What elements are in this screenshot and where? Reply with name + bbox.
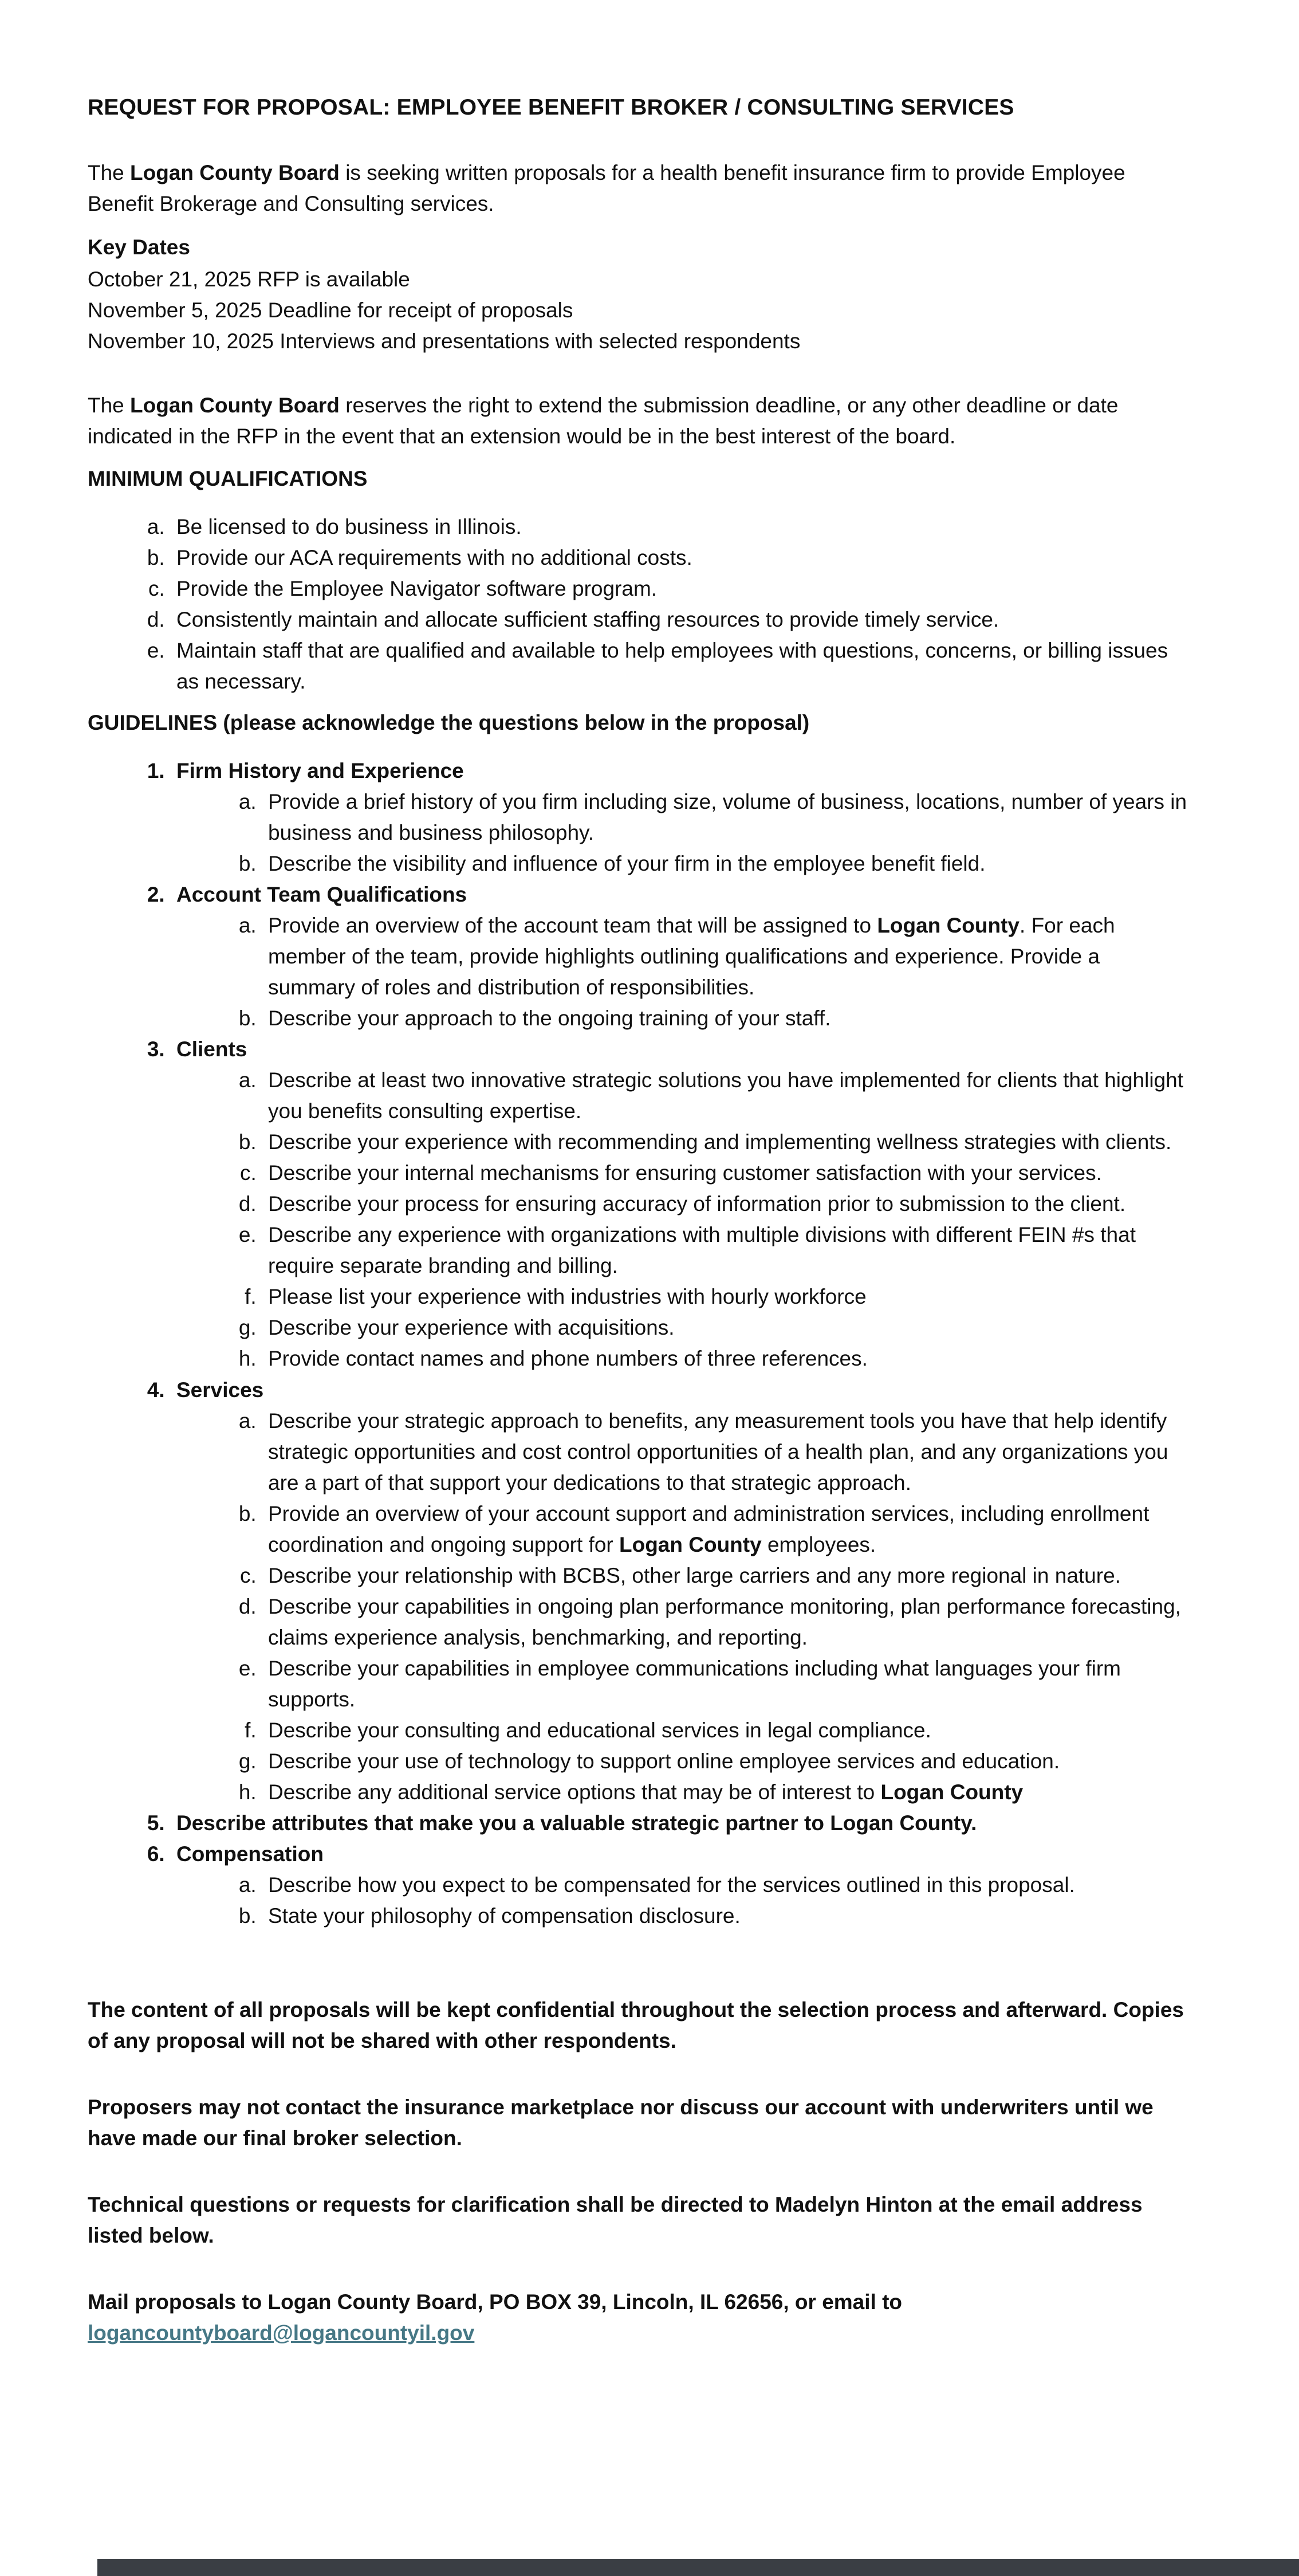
mail-proposals-paragraph: [88, 2287, 1188, 2349]
intro-paragraph: [88, 158, 1188, 219]
guideline-sub-item: a. Describe your strategic approach to benefits, any measurement tools you have that help identify strategic opportunities and cost control opportunities of a health plan, and any organizations you are a part of that support your dedications to that strategic approach.: [262, 1406, 1188, 1499]
guideline-sub-item: f. Please list your experience with industries with hourly workforce: [262, 1281, 1188, 1312]
guideline-sub-list: [176, 786, 1188, 879]
guideline-sub-item: a. Provide a brief history of you firm including size, volume of business, locations, number of years in business and business philosophy.: [262, 786, 1188, 848]
key-date-line: November 5, 2025 Deadline for receipt of proposals: [88, 298, 573, 322]
text-segment: Provide an overview of your account support and administration services, including enrollment coordination and ongoing support for: [268, 1501, 1150, 1556]
guideline-sub-list: [176, 1870, 1188, 1932]
guideline-sub-item: [262, 1499, 1188, 1560]
guideline-sub-item: b. Describe the visibility and influence of your firm in the employee benefit field.: [262, 848, 1188, 879]
guideline-sub-item: d. Describe your capabilities in ongoing plan performance monitoring, plan performance forecasting, claims experience analysis, benchmarking, and reporting.: [262, 1591, 1188, 1653]
guidelines-section: [88, 707, 1188, 1932]
guideline-sub-item: e. Describe your capabilities in employee communications including what languages your firm supports.: [262, 1653, 1188, 1715]
text-segment: is seeking written proposals for a health benefit insurance firm to provide Employee Benefit Brokerage and Consulting services.: [88, 160, 1125, 215]
guideline-item: [171, 879, 1188, 1034]
bold-text-segment: Services: [176, 1378, 264, 1402]
text-segment: Provide an overview of the account team that will be assigned to: [268, 914, 877, 938]
minimum-qualifications-list: [88, 512, 1188, 697]
guideline-sub-item: c. Describe your relationship with BCBS, other large carriers and any more regional in nature.: [262, 1560, 1188, 1591]
confidentiality-paragraph: The content of all proposals will be kept confidential throughout the selection process and afterward. Copies of any proposal will not be shared with other respondents.: [88, 1997, 1184, 2052]
bold-text-segment: Logan County: [619, 1532, 762, 1556]
document-title: REQUEST FOR PROPOSAL: EMPLOYEE BENEFIT BROKER / CONSULTING SERVICES: [88, 95, 1014, 120]
guideline-item-label: [176, 1378, 263, 1402]
closing-section: [88, 1995, 1188, 2349]
guideline-sub-item: f. Describe your consulting and educational services in legal compliance.: [262, 1715, 1188, 1746]
qualification-item: e. Maintain staff that are qualified and available to help employees with questions, concerns, or billing issues as necessary.: [171, 635, 1188, 697]
bold-text-segment: Logan County Board: [130, 160, 340, 184]
guideline-item: [171, 756, 1188, 879]
guideline-sub-list: [176, 1406, 1188, 1808]
guideline-sub-item: g. Describe your use of technology to support online employee services and education.: [262, 1746, 1188, 1777]
guideline-item: [171, 1375, 1188, 1808]
text-segment: . For each member of the team, provide highlights outlining qualifications and experience. Provide a summary of roles and distribution of responsibilities.: [268, 914, 1115, 1000]
key-dates-list: [88, 264, 1188, 357]
bold-text-segment: Logan County Board: [130, 394, 340, 418]
guideline-item-label: [176, 883, 467, 906]
guideline-sub-list: [176, 1065, 1188, 1374]
qualification-item: d. Consistently maintain and allocate sufficient staffing resources to provide timely service.: [171, 604, 1188, 635]
bold-text-segment: Describe attributes that make you a valuable strategic partner to Logan County.: [176, 1811, 977, 1835]
guideline-item-label: [176, 1842, 324, 1866]
guideline-item: [171, 1839, 1188, 1932]
guideline-item: [171, 1034, 1188, 1374]
guidelines-list: [88, 756, 1188, 1932]
guidelines-heading: GUIDELINES (please acknowledge the questions below in the proposal): [88, 711, 810, 735]
text-segment: reserves the right to extend the submission deadline, or any other deadline or date indicated in the RFP in the event that an extension would be in the best interest of the board.: [88, 394, 1119, 449]
guideline-sub-item: b. Describe your experience with recommending and implementing wellness strategies with clients.: [262, 1127, 1188, 1158]
guideline-item-label: [176, 1037, 247, 1061]
bold-text-segment: Clients: [176, 1037, 247, 1061]
guideline-sub-item: b. Describe your approach to the ongoing training of your staff.: [262, 1003, 1188, 1034]
guideline-sub-list: [176, 910, 1188, 1034]
minimum-qualifications-heading: MINIMUM QUALIFICATIONS: [88, 467, 368, 491]
text-segment: Describe any additional service options that may be of interest to: [268, 1780, 881, 1804]
key-dates-section: [88, 232, 1188, 357]
guideline-sub-item: e. Describe any experience with organizations with multiple divisions with different FEIN #s that require separate branding and billing.: [262, 1220, 1188, 1281]
guideline-item: [171, 1808, 1188, 1839]
email-link[interactable]: logancountyboard@logancountyil.gov: [88, 2321, 475, 2345]
guideline-sub-item: a. Describe at least two innovative strategic solutions you have implemented for clients that highlight you benefits consulting expertise.: [262, 1065, 1188, 1127]
extension-paragraph: [88, 390, 1188, 452]
text-segment: The: [88, 160, 131, 184]
guideline-sub-item: g. Describe your experience with acquisitions.: [262, 1312, 1188, 1343]
no-contact-paragraph: Proposers may not contact the insurance marketplace nor discuss our account with underwriters until we have made our final broker selection.: [88, 2095, 1154, 2150]
key-dates-heading: Key Dates: [88, 235, 190, 259]
bold-text-segment: Logan County: [880, 1780, 1024, 1804]
mail-instructions-text: Mail proposals to Logan County Board, PO BOX 39, Lincoln, IL 62656, or email to: [88, 2290, 903, 2314]
guideline-sub-item: a. Describe how you expect to be compensated for the services outlined in this proposal.: [262, 1870, 1188, 1901]
qualification-item: c. Provide the Employee Navigator software program.: [171, 573, 1188, 604]
guideline-item-label: [176, 759, 464, 782]
bold-text-segment: Firm History and Experience: [176, 759, 464, 783]
technical-questions-paragraph: Technical questions or requests for clarification shall be directed to Madelyn Hinton at the email address listed below.: [88, 2192, 1143, 2247]
guideline-sub-item: [262, 1777, 1188, 1808]
guideline-sub-item: d. Describe your process for ensuring accuracy of information prior to submission to the client.: [262, 1189, 1188, 1220]
qualification-item: b. Provide our ACA requirements with no additional costs.: [171, 542, 1188, 573]
bold-text-segment: Logan County: [877, 914, 1020, 938]
key-date-line: October 21, 2025 RFP is available: [88, 267, 410, 291]
guideline-sub-item: [262, 910, 1188, 1003]
guideline-sub-item: c. Describe your internal mechanisms for ensuring customer satisfaction with your services.: [262, 1158, 1188, 1189]
bold-text-segment: Compensation: [176, 1842, 324, 1866]
minimum-qualifications-section: [88, 463, 1188, 697]
text-segment: The: [88, 394, 131, 418]
key-date-line: November 10, 2025 Interviews and presentations with selected respondents: [88, 329, 801, 353]
guideline-sub-item: b. State your philosophy of compensation disclosure.: [262, 1901, 1188, 1932]
qualification-item: a. Be licensed to do business in Illinois.: [171, 512, 1188, 542]
guideline-item-label: [176, 1811, 977, 1835]
taskbar-edge-strip: [97, 2559, 1299, 2576]
text-segment: employees.: [761, 1532, 876, 1556]
guideline-sub-item: h. Provide contact names and phone numbers of three references.: [262, 1343, 1188, 1374]
bold-text-segment: Account Team Qualifications: [176, 883, 467, 907]
